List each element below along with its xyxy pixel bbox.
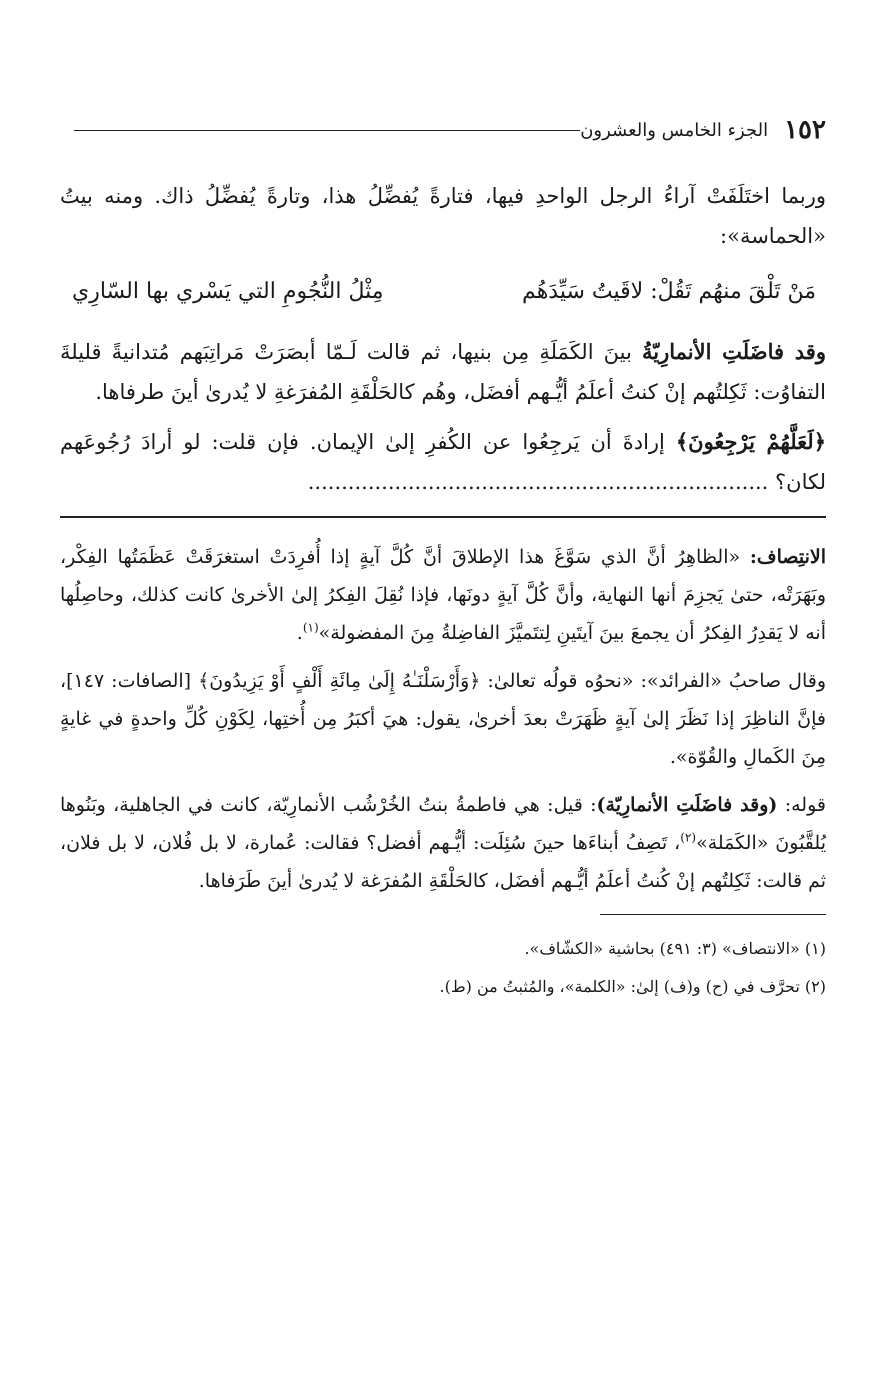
main-paragraph-1: وربما اختَلَفَتْ آراءُ الرجل الواحدِ فيها، فتارةً يُفضِّلُ هذا، وتارةً يُفضِّلُ ذاك. ومنه بيتُ «الحماسة»: bbox=[60, 184, 826, 248]
running-title: الجزء الخامس والعشرون bbox=[580, 119, 769, 141]
commentary-paragraph-1: الانتِصاف: «الظاهِرُ أنَّ الذي سَوَّغَ هذا الإطلاقَ أنَّ كُلَّ آيةٍ إذا أُفرِدَتْ استغرَقَتْ عَظَمَتُها الفِكْر، وبَهَرَتْه، حتىٰ يَجزِمَ أنها النهاية، وأنَّ كُلَّ آيةٍ دونَها، فإذا نُقِلَ الفِكرُ إلىٰ الأخرىٰ كانت كذلك، وحاصِلُها أنه لا يَقدِرُ الفِكرُ أن يجمعَ بينَ آيتَينِ لِتتَميَّزَ الفاضِلةُ مِنَ المفضولة»$^{(١)}$. bbox=[60, 546, 826, 644]
footnote-1: (١) «الانتصاف» (٣: ٤٩١) بحاشية «الكشّاف». bbox=[524, 939, 826, 958]
bold-lead-phrase: وقد فاضَلَتِ الأنمارِيّةُ bbox=[641, 339, 826, 364]
commentary-text: : قيل: هي فاطمةُ بنتُ الخُرْشُب الأنمارِيّة، كانت في الجاهلية، وبَنُوها يُلقَّبُونَ «الكَمَلة» bbox=[60, 794, 826, 854]
commentary-text: «الظاهِرُ أنَّ الذي سَوَّغَ هذا الإطلاقَ أنَّ كُلَّ آيةٍ إذا أُفرِدَتْ استغرَقَتْ عَظَمَتُها الفِكْر، وبَهَرَتْه، حتىٰ يَجزِمَ أنها النهاية، وأنَّ كُلَّ آيةٍ دونَها، فإذا نُقِلَ الفِكرُ إلىٰ الأخرىٰ كانت كذلك، وحاصِلُها أنه لا يَقدِرُ الفِكرُ أن يجمعَ بينَ آيتَينِ لِتتَميَّزَ الفاضِلةُ مِنَ المفضولة» bbox=[60, 546, 826, 644]
verse-first-hemistich: مَنْ تَلْقَ منهُم تَقُلْ: لاقَيتُ سَيِّدَهُم bbox=[522, 279, 816, 304]
commentary-paragraph-3 bbox=[60, 786, 826, 900]
footnote-separator bbox=[600, 914, 826, 915]
main-paragraph-2 bbox=[60, 332, 826, 412]
book-page bbox=[60, 110, 826, 1009]
header-rule bbox=[74, 130, 580, 131]
verse-second-hemistich: مِثْلُ النُّجُومِ التي يَسْري بها السّارِي bbox=[72, 279, 384, 304]
footnote-reference-1[interactable]: (١) bbox=[302, 620, 319, 635]
paragraph-text: بينَ الكَمَلَةِ مِن بنيها، ثم قالت لَـمّا أبصَرَتْ مَراتِبَهم مُتدانيةً قليلةَ التفاوُت: ثَكِلتُهم إنْ كنتُ أعلَمُ أيُّـهم أفضَل، وهُم كالحَلْقَةِ المُفرَغةِ لا يُدرىٰ أينَ طرفاها. bbox=[60, 340, 826, 404]
poetry-verse bbox=[60, 272, 826, 312]
dotted-continuation: ..................................................................... bbox=[307, 470, 776, 494]
running-header bbox=[60, 110, 826, 150]
footnote-2: (٢) تحرَّف في (ح) و(ف) إلىٰ: «الكلمة»، والمُثبتُ من (ط). bbox=[439, 977, 826, 996]
commentary-paragraph-2: وقال صاحبُ «الفرائد»: «نحوُه قولُه تعالىٰ: ﴿وَأَرْسَلْنَـٰهُ إِلَىٰ مِائَةِ أَلْفٍ أَوْ يَزِيدُونَ﴾ [الصافات: ١٤٧]، فإنَّ الناظِرَ إذا نَظَرَ إلىٰ آيةٍ ظَهَرَتْ بعدَ أخرىٰ، يقول: هيَ أكبَرُ مِن أُختِها، لِكَوْنِ كُلِّ واحدةٍ في غايةٍ مِنَ الكَمالِ والقُوّة». bbox=[60, 670, 826, 768]
section-divider bbox=[60, 516, 826, 518]
quran-quote: ﴿لَعَلَّهُمْ يَرْجِعُونَ﴾ bbox=[675, 429, 826, 454]
footnote-reference-2[interactable]: (٢) bbox=[680, 830, 697, 845]
page-number: ١٥٢ bbox=[784, 115, 826, 145]
commentary-lead: الانتِصاف: bbox=[749, 546, 826, 568]
commentary-text: ، تَصِفُ أبناءَها حينَ سُئِلَت: أيُّـهم أفضل؟ فقالت: عُمارة، لا بل فُلان، لا بل فلان، ثم قالت: ثَكِلتُهم إنْ كُنتُ أعلَمُ أيُّـهم أفضَل، كالحَلْقَةِ المُفرَغة لا يُدرىٰ أينَ طَرَفاها. bbox=[60, 832, 826, 892]
commentary-prefix: قوله: bbox=[777, 794, 826, 816]
paragraph-text: إرادةَ أن يَرجِعُوا عن الكُفرِ إلىٰ الإيمان. فإن قلت: لو أرادَ رُجُوعَهم لكان؟ bbox=[60, 430, 826, 494]
main-paragraph-3 bbox=[60, 422, 826, 502]
commentary-lead: (وقد فاضَلَتِ الأنمارِيّة) bbox=[596, 794, 778, 816]
